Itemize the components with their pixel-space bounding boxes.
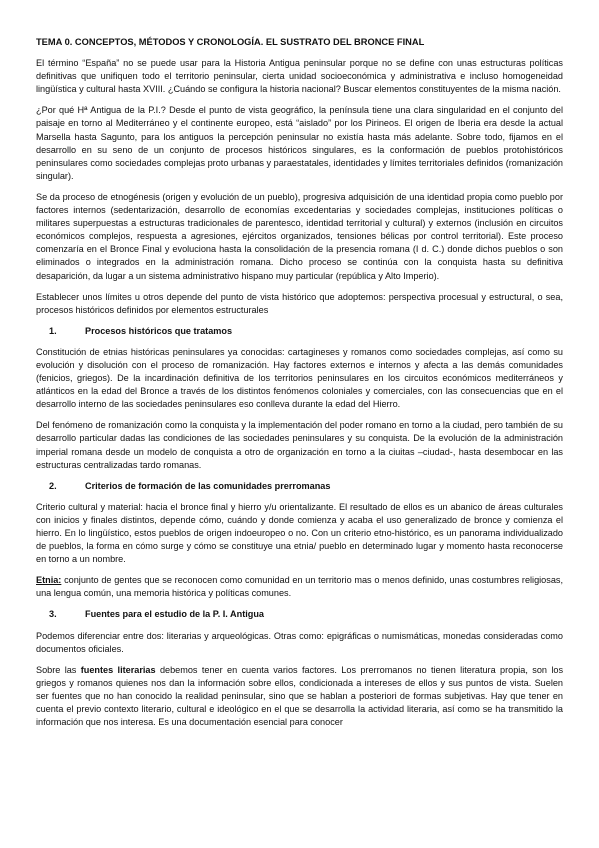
section-title: Procesos históricos que tratamos	[85, 325, 233, 336]
section-heading-1	[36, 325, 563, 338]
section-title: Fuentes para el estudio de la P. I. Antigua	[85, 609, 264, 620]
paragraph-criterio-cultural: Criterio cultural y material: hacia el bronce final y hierro y/u orientalizante. El resultado de ellos es un abanico de áreas culturales con inicios y finales distintos, depende cómo, cuándo y donde comienza y acaba el uso generalizado de bronce y comienza el hierro. En lo lingüístico, estos pueblos de origen indoeuropeo o no. Con un criterio etno-histórico, es un panorama individualizado de pueblos, la forma en cómo surge y cómo se constituye una etnia/ pueblo en determinado lugar y momento hasta reconocerse en torno a un nombre.	[36, 501, 563, 565]
definition-text: conjunto de gentes que se reconocen como comunidad en un territorio mas o menos definido, unas costumbres religiosas, una lengua común, una memoria histórica y políticas comunes.	[36, 575, 563, 599]
paragraph-why-pi: ¿Por qué Hª Antigua de la P.I.? Desde el punto de vista geográfico, la península tiene una clara singularidad en el conjunto del paisaje en torno al Mediterráneo y el continente europeo, está “aislado” por los Pirineos. El origen de Iberia era desde la actual Marsella hasta Sagunto, para los antiguos la percepción peninsular no existía hasta más adelante. Sobre todo, fijamos en el desarrollo en su seno de un conjunto de procesos históricos singulares, es la conformación de pueblos protohistóricos peninsulares como sociedades complejas proto urbanas y paraestatales, identidades y límites territoriales definidos (romanización singular).	[36, 105, 563, 181]
paragraph-intro: El término “España” no se puede usar para la Historia Antigua peninsular porque no se define con unas estructuras políticas definitivas que unifiquen todo el territorio peninsular, cierta unidad socioeconómica y administrativa e incluso homogeneidad lingüística y cultural hasta XVIII. ¿Cuándo se configura la historia nacional? Buscar elementos constituyentes de la misma nación.	[36, 58, 563, 95]
paragraph-romanizacion: Del fenómeno de romanización como la conquista y la implementación del poder romano en torno a la ciudad, pero también de su desarrollo particular dadas las condiciones de las sociedades peninsulares y su conquista. De la evolución de la administración imperial romana desde un modelo de conquista a otro de organización en torno a la ciuitas –ciudad-, hasta desembocar en las estructuras centralizadas tardo romanas.	[36, 420, 563, 470]
section-heading-3	[36, 608, 563, 621]
term-fuentes-literarias: fuentes literarias	[80, 664, 156, 675]
paragraph-limits: Establecer unos límites u otros depende del punto de vista histórico que adoptemos: perspectiva procesual y estructural, o sea, procesos históricos definidos por elementos estructurales	[36, 291, 563, 315]
section-heading-2	[36, 480, 563, 493]
text-run: debemos tener en cuenta varios factores. Los prerromanos no tienen literatura propia, son los griegos y romanos quienes nos dan la información sobre ellos, condicionada a intereses de ellos y sus puntos de vista. Suelen ser fuentes que no han conocido la realidad peninsular, sino que se hablan a posteriori de formas subjetivas. Hay que tener en cuenta el previo contexto literario, cultural e ideológico en el que se desarrolla la actividad literaria, así como se ha transmitido la información que nos interesa. Es una documentación esencial para conocer	[36, 664, 564, 728]
paragraph-fuentes-literarias	[36, 664, 563, 729]
section-number: 2.	[49, 480, 57, 491]
paragraph-etnia-definition	[36, 574, 563, 600]
document-title: TEMA 0. CONCEPTOS, MÉTODOS Y CRONOLOGÍA. EL SUSTRATO DEL BRONCE FINAL	[36, 37, 425, 47]
term-etnia: Etnia:	[36, 575, 62, 586]
paragraph-fuentes-tipos: Podemos diferenciar entre dos: literarias y arqueológicas. Otras como: epigráficas o numismáticas, monedas consideradas como documentos oficiales.	[36, 630, 563, 654]
section-title: Criterios de formación de las comunidades prerromanas	[85, 480, 331, 491]
section-number: 1.	[49, 325, 57, 336]
text-run: Sobre las	[36, 664, 81, 675]
paragraph-etnogenesis: Se da proceso de etnogénesis (origen y evolución de un pueblo), progresiva adquisición de una identidad propia como pueblo por factores internos (sedentarización, desarrollo de economías excedentarias y sociedades complejas, instituciones políticas o militares superpuestas a estructuras tradicionales de parentesco, identidad territorial y cultural) y externos (inclusión en circuitos económicos complejos, respuesta a agresiones, ejércitos organizados, tensiones bélicas por control territorial). Este proceso comenzaría en el Bronce Final y evoluciona hasta la consolidación de la presencia romana (I d. C.) donde dichos pueblos o son eliminados o integrados en la administración romana. Dicho proceso se continúa con la conquista hasta su definitiva desaparición, da lugar a un sistema administrativo hispano muy particular (república y Alto Imperio).	[36, 191, 563, 281]
section-number: 3.	[49, 609, 57, 620]
paragraph-etnias: Constitución de etnias históricas peninsulares ya conocidas: cartagineses y romanos como sociedades complejas, así como su evolución y disolución con el proceso de romanización. Hay factores externos e internos y afecta a las demás comunidades (fenicios, griegos). De la incardinación definitiva de los territorios peninsulares en los circuitos económicos mediterráneos y atlánticos en la edad del Bronce a través de los distintos fenómenos coloniales y comerciales, con las consecuencias que en el desarrollo interno de las sociedades peninsulares eso conlleva durante la edad del Hierro.	[36, 346, 563, 410]
